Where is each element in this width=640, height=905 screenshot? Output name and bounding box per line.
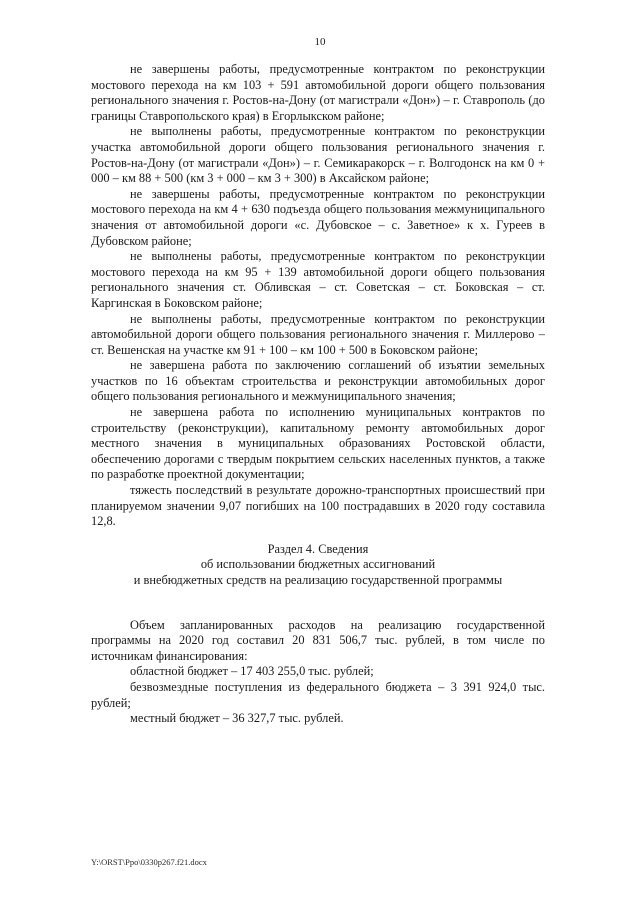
paragraph: не завершена работа по исполнению муниципальных контрактов по строительству (реконструкции), капитальному ремонту автомобильных дорог местного значения в муниципальных образованиях Ростовской области, обеспечению дорогами с твердым покрытием сельских населенных пунктов, а также по разработке проектной документации;: [91, 405, 545, 482]
budget-item: местный бюджет – 36 327,7 тыс. рублей.: [130, 711, 344, 726]
paragraph: тяжесть последствий в результате дорожно-транспортных происшествий при планируемом значении 9,07 погибших на 100 пострадавших в 2020 году составила 12,8.: [91, 483, 545, 529]
paragraph: Объем запланированных расходов на реализацию государственной программы на 2020 год составил 20 831 506,7 тыс. рублей, в том числе по источникам финансирования:: [91, 617, 545, 663]
budget-item: безвозмездные поступления из федерального бюджета – 3 391 924,0 тыс. рублей;: [91, 679, 545, 710]
paragraph: не выполнены работы, предусмотренные контрактом по реконструкции мостового перехода на км 95 + 139 автомобильной дороги общего пользования регионального значения ст. Обливская – ст. Советская – ст. Боковская – ст. Каргинская в Боковском районе;: [91, 249, 545, 310]
paragraph: не завершены работы, предусмотренные контрактом по реконструкции мостового перехода на км 4 + 630 подъезда общего пользования межмуниципального значения от автомобильной дороги «с. Дубовское – с. Заветное» к х. Гуреев в Дубовском районе;: [91, 186, 545, 248]
paragraph: не завершены работы, предусмотренные контрактом по реконструкции мостового перехода на км 103 + 591 автомобильной дороги общего пользования регионального значения г. Ростов-на-Дону (от магистрали «Дон») – г. Ставрополь (до границы Ставропольского края) в Егорлыкском районе;: [91, 62, 545, 123]
section-subtitle: об использовании бюджетных ассигнований: [200, 557, 436, 572]
budget-item: областной бюджет – 17 403 255,0 тыс. рублей;: [130, 664, 374, 679]
paragraph: не завершена работа по заключению соглашений об изъятии земельных участков по 16 объектам строительства и реконструкции автомобильных дорог общего пользования регионального и межмуниципального значения;: [91, 358, 545, 404]
paragraph: не выполнены работы, предусмотренные контрактом по реконструкции автомобильной дороги общего пользования регионального значения г. Миллерово – ст. Вешенская на участке км 91 + 100 – км 100 + 500 в Боковском районе;: [91, 311, 545, 357]
file-path-footer: Y:\ORST\Ppo\0330p267.f21.docx: [91, 857, 207, 867]
section-title: Раздел 4. Сведения: [267, 541, 369, 556]
page-number: 10: [314, 36, 326, 48]
document-body: [91, 62, 545, 727]
paragraph: не выполнены работы, предусмотренные контрактом по реконструкции участка автомобильной дороги общего пользования регионального значения г. Ростов-на-Дону (от магистрали «Дон») – г. Семикаракорск – г. Волгодонск на км 0 + 000 – км 88 + 500 (км 3 + 000 – км 3 + 300) в Аксайском районе;: [91, 124, 545, 186]
section-subtitle: и внебюджетных средств на реализацию государственной программы: [133, 573, 503, 587]
